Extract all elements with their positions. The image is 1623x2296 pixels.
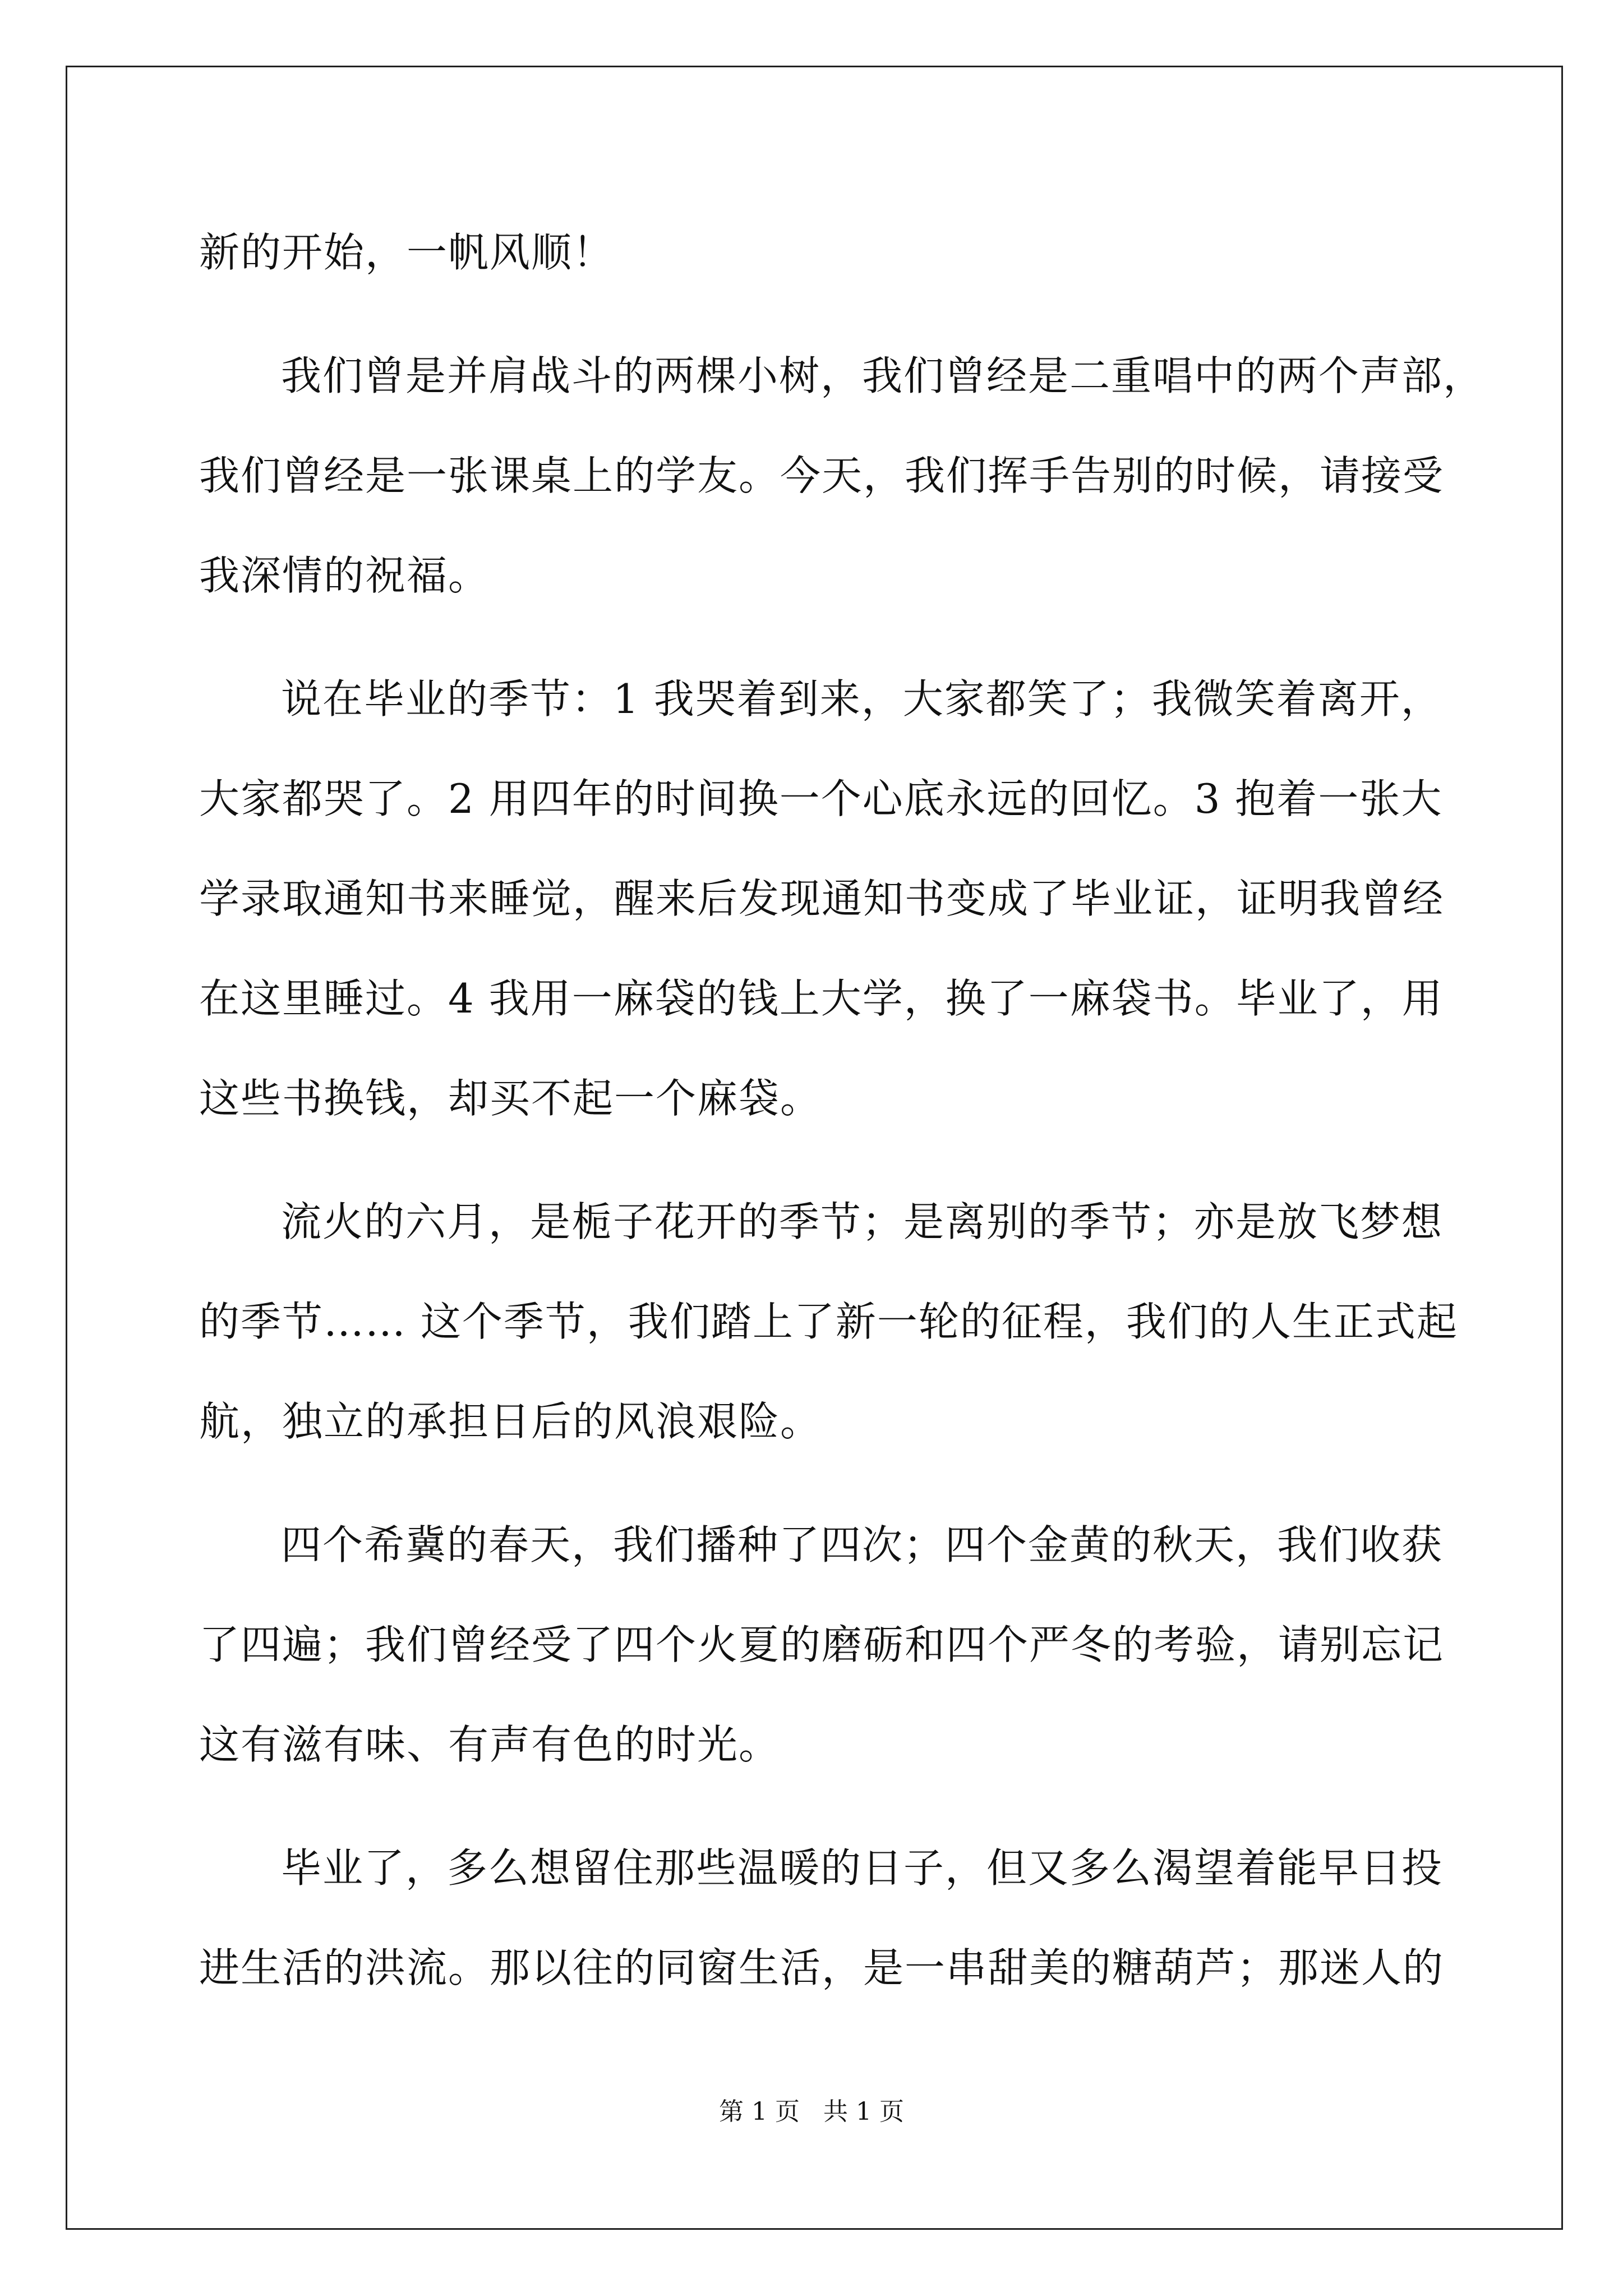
text-line: 航，独立的承担日后的风浪艰险。	[199, 1398, 822, 1445]
text-line: 这有滋有味、有声有色的时光。	[199, 1721, 781, 1768]
page-number: 第 1 页 共 1 页	[719, 2097, 904, 2126]
text-line: 这些书换钱，却买不起一个麻袋。	[199, 1075, 822, 1122]
text-line: 新的开始，一帆风顺！	[199, 229, 615, 276]
text-line: 我们曾经是一张课桌上的学友。今天，我们挥手告别的时候，请接受	[199, 452, 1445, 499]
text-line: 毕业了，多么想留住那些温暖的日子，但又多么渴望着能早日投	[281, 1844, 1444, 1892]
document-body	[199, 218, 1485, 2033]
text-line: 在这里睡过。4 我用一麻袋的钱上大学，换了一麻袋书。毕业了，用	[199, 975, 1444, 1022]
text-line: 的季节…… 这个季节，我们踏上了新一轮的征程，我们的人生正式起	[199, 1298, 1458, 1345]
text-line: 流火的六月，是栀子花开的季节；是离别的季节；亦是放飞梦想	[281, 1198, 1444, 1245]
text-line: 我深情的祝福。	[199, 552, 490, 599]
text-line: 我们曾是并肩战斗的两棵小树，我们曾经是二重唱中的两个声部，	[281, 352, 1485, 399]
text-line: 四个希冀的春天，我们播种了四次；四个金黄的秋天，我们收获	[281, 1521, 1444, 1568]
text-line: 学录取通知书来睡觉，醒来后发现通知书变成了毕业证，证明我曾经	[199, 875, 1445, 922]
text-line: 大家都哭了。2 用四年的时间换一个心底永远的回忆。3 抱着一张大	[199, 775, 1443, 822]
text-line: 进生活的洪流。那以往的同窗生活，是一串甜美的糖葫芦；那迷人的	[199, 1944, 1445, 1991]
text-line: 说在毕业的季节：1 我哭着到来，大家都笑了；我微笑着离开，	[281, 675, 1442, 723]
text-line: 了四遍；我们曾经受了四个火夏的磨砺和四个严冬的考验，请别忘记	[199, 1621, 1445, 1668]
